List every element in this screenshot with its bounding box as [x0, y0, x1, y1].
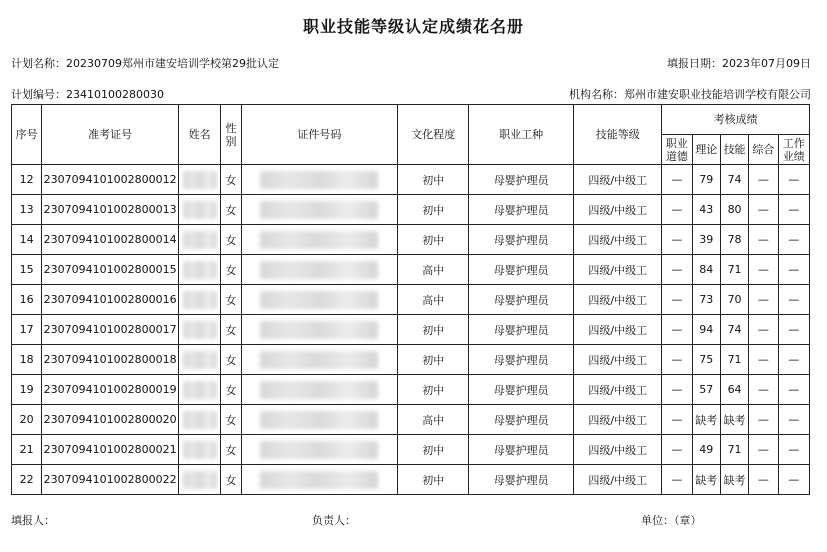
cell-work: — [778, 255, 809, 285]
cell-ethics: — [662, 225, 692, 255]
redacted-id-number [241, 315, 398, 345]
unit-label: 单位：（章） [641, 514, 702, 527]
cell-gender: 女 [221, 465, 241, 495]
cell-ethics: — [662, 465, 692, 495]
cell-gender: 女 [221, 285, 241, 315]
cell-job: 母婴护理员 [469, 225, 574, 255]
table-row [12, 375, 810, 405]
header-skill: 技能 [720, 135, 748, 165]
redacted-name [178, 285, 220, 315]
header-comprehensive: 综合 [749, 135, 778, 165]
cell-gender: 女 [221, 435, 241, 465]
cell-job: 母婴护理员 [469, 195, 574, 225]
cell-skill: 78 [720, 225, 748, 255]
cell-seq: 15 [12, 255, 42, 285]
cell-education: 初中 [398, 195, 469, 225]
table-row [12, 465, 810, 495]
cell-skill: 64 [720, 375, 748, 405]
cell-job: 母婴护理员 [469, 465, 574, 495]
table-row [12, 225, 810, 255]
cell-exam-no: 2307094101002800014 [42, 225, 179, 255]
cell-work: — [778, 165, 809, 195]
cell-education: 高中 [398, 285, 469, 315]
cell-comprehensive: — [749, 435, 778, 465]
cell-ethics: — [662, 435, 692, 465]
cell-level: 四级/中级工 [574, 285, 662, 315]
cell-level: 四级/中级工 [574, 255, 662, 285]
cell-theory: 缺考 [692, 405, 720, 435]
header-theory: 理论 [692, 135, 720, 165]
cell-work: — [778, 345, 809, 375]
cell-skill: 80 [720, 195, 748, 225]
cell-seq: 20 [12, 405, 42, 435]
cell-exam-no: 2307094101002800012 [42, 165, 179, 195]
cell-education: 高中 [398, 255, 469, 285]
cell-education: 初中 [398, 435, 469, 465]
cell-job: 母婴护理员 [469, 165, 574, 195]
score-table [11, 104, 810, 495]
cell-theory: 94 [692, 315, 720, 345]
cell-theory: 75 [692, 345, 720, 375]
cell-exam-no: 2307094101002800020 [42, 405, 179, 435]
manager-label: 负责人： [312, 514, 356, 527]
cell-gender: 女 [221, 315, 241, 345]
cell-work: — [778, 315, 809, 345]
cell-seq: 19 [12, 375, 42, 405]
cell-level: 四级/中级工 [574, 315, 662, 345]
cell-comprehensive: — [749, 255, 778, 285]
redacted-id-number [241, 345, 398, 375]
cell-job: 母婴护理员 [469, 285, 574, 315]
table-row [12, 285, 810, 315]
cell-work: — [778, 225, 809, 255]
redacted-id-number [241, 465, 398, 495]
table-row [12, 405, 810, 435]
redacted-name [178, 345, 220, 375]
redacted-id-number [241, 435, 398, 465]
cell-seq: 18 [12, 345, 42, 375]
cell-skill: 缺考 [720, 405, 748, 435]
cell-exam-no: 2307094101002800016 [42, 285, 179, 315]
cell-work: — [778, 375, 809, 405]
cell-seq: 22 [12, 465, 42, 495]
cell-level: 四级/中级工 [574, 225, 662, 255]
cell-level: 四级/中级工 [574, 375, 662, 405]
cell-work: — [778, 195, 809, 225]
cell-job: 母婴护理员 [469, 375, 574, 405]
cell-theory: 49 [692, 435, 720, 465]
redacted-id-number [241, 375, 398, 405]
cell-gender: 女 [221, 255, 241, 285]
cell-gender: 女 [221, 405, 241, 435]
plan-name: 计划名称：20230709郑州市建安培训学校第29批认定 [11, 57, 279, 70]
plan-code: 计划编号：23410100280030 [11, 88, 164, 101]
filler-label: 填报人： [11, 514, 55, 527]
redacted-name [178, 255, 220, 285]
redacted-name [178, 195, 220, 225]
cell-level: 四级/中级工 [574, 345, 662, 375]
cell-theory: 57 [692, 375, 720, 405]
cell-comprehensive: — [749, 345, 778, 375]
document-title: 职业技能等级认定成绩花名册 [302, 17, 524, 36]
cell-comprehensive: — [749, 315, 778, 345]
cell-job: 母婴护理员 [469, 435, 574, 465]
cell-gender: 女 [221, 195, 241, 225]
header-seq: 序号 [12, 105, 42, 165]
cell-level: 四级/中级工 [574, 435, 662, 465]
cell-job: 母婴护理员 [469, 405, 574, 435]
header-gender: 性别 [221, 105, 241, 165]
redacted-id-number [241, 405, 398, 435]
cell-work: — [778, 405, 809, 435]
table-row [12, 315, 810, 345]
header-exam-no: 准考证号 [42, 105, 179, 165]
redacted-id-number [241, 195, 398, 225]
cell-theory: 84 [692, 255, 720, 285]
cell-theory: 39 [692, 225, 720, 255]
cell-theory: 73 [692, 285, 720, 315]
header-job: 职业工种 [469, 105, 574, 165]
table-row [12, 255, 810, 285]
cell-comprehensive: — [749, 465, 778, 495]
cell-comprehensive: — [749, 285, 778, 315]
cell-seq: 12 [12, 165, 42, 195]
cell-level: 四级/中级工 [574, 195, 662, 225]
cell-job: 母婴护理员 [469, 255, 574, 285]
cell-theory: 79 [692, 165, 720, 195]
table-row [12, 435, 810, 465]
cell-ethics: — [662, 285, 692, 315]
cell-seq: 21 [12, 435, 42, 465]
table-row [12, 165, 810, 195]
redacted-id-number [241, 285, 398, 315]
cell-skill: 71 [720, 255, 748, 285]
cell-education: 初中 [398, 345, 469, 375]
cell-comprehensive: — [749, 195, 778, 225]
cell-exam-no: 2307094101002800013 [42, 195, 179, 225]
fill-date: 填报日期：2023年07月09日 [667, 57, 811, 70]
cell-skill: 74 [720, 165, 748, 195]
cell-skill: 70 [720, 285, 748, 315]
cell-gender: 女 [221, 375, 241, 405]
cell-ethics: — [662, 345, 692, 375]
cell-skill: 缺考 [720, 465, 748, 495]
cell-comprehensive: — [749, 405, 778, 435]
table-row [12, 345, 810, 375]
cell-education: 高中 [398, 405, 469, 435]
cell-work: — [778, 435, 809, 465]
cell-education: 初中 [398, 315, 469, 345]
redacted-id-number [241, 225, 398, 255]
cell-education: 初中 [398, 225, 469, 255]
header-ethics: 职业道德 [662, 135, 692, 165]
header-id-no: 证件号码 [241, 105, 398, 165]
cell-skill: 74 [720, 315, 748, 345]
header-education: 文化程度 [398, 105, 469, 165]
cell-seq: 16 [12, 285, 42, 315]
cell-skill: 71 [720, 435, 748, 465]
cell-ethics: — [662, 195, 692, 225]
redacted-name [178, 465, 220, 495]
cell-ethics: — [662, 405, 692, 435]
table-row [12, 195, 810, 225]
cell-exam-no: 2307094101002800015 [42, 255, 179, 285]
redacted-id-number [241, 165, 398, 195]
cell-skill: 71 [720, 345, 748, 375]
cell-ethics: — [662, 315, 692, 345]
cell-comprehensive: — [749, 225, 778, 255]
cell-gender: 女 [221, 345, 241, 375]
cell-comprehensive: — [749, 375, 778, 405]
cell-gender: 女 [221, 165, 241, 195]
cell-exam-no: 2307094101002800017 [42, 315, 179, 345]
cell-ethics: — [662, 255, 692, 285]
redacted-name [178, 405, 220, 435]
cell-education: 初中 [398, 375, 469, 405]
cell-ethics: — [662, 375, 692, 405]
org-name: 机构名称：郑州市建安职业技能培训学校有限公司 [569, 88, 811, 101]
cell-level: 四级/中级工 [574, 405, 662, 435]
redacted-name [178, 165, 220, 195]
cell-education: 初中 [398, 465, 469, 495]
cell-seq: 17 [12, 315, 42, 345]
cell-exam-no: 2307094101002800021 [42, 435, 179, 465]
cell-level: 四级/中级工 [574, 165, 662, 195]
cell-theory: 缺考 [692, 465, 720, 495]
cell-exam-no: 2307094101002800019 [42, 375, 179, 405]
redacted-name [178, 225, 220, 255]
cell-job: 母婴护理员 [469, 315, 574, 345]
header-work: 工作业绩 [778, 135, 809, 165]
cell-work: — [778, 285, 809, 315]
redacted-id-number [241, 255, 398, 285]
cell-exam-no: 2307094101002800018 [42, 345, 179, 375]
cell-work: — [778, 465, 809, 495]
cell-comprehensive: — [749, 165, 778, 195]
cell-exam-no: 2307094101002800022 [42, 465, 179, 495]
cell-ethics: — [662, 165, 692, 195]
cell-gender: 女 [221, 225, 241, 255]
cell-education: 初中 [398, 165, 469, 195]
cell-job: 母婴护理员 [469, 345, 574, 375]
cell-theory: 43 [692, 195, 720, 225]
redacted-name [178, 375, 220, 405]
header-name: 姓名 [178, 105, 220, 165]
cell-seq: 14 [12, 225, 42, 255]
header-scores: 考核成绩 [662, 105, 810, 135]
cell-level: 四级/中级工 [574, 465, 662, 495]
redacted-name [178, 435, 220, 465]
cell-seq: 13 [12, 195, 42, 225]
header-level: 技能等级 [574, 105, 662, 165]
redacted-name [178, 315, 220, 345]
